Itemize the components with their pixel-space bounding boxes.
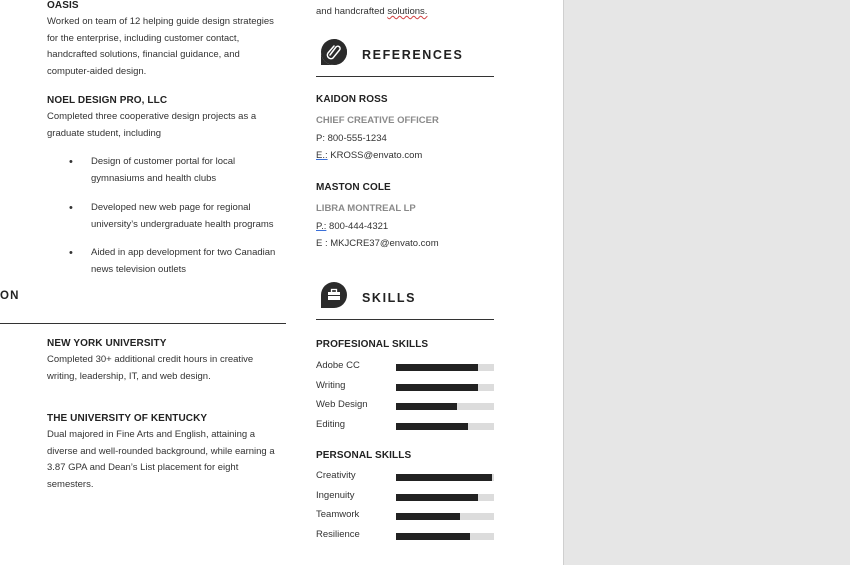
bullet-line: news television outlets — [91, 263, 187, 275]
bullet-dot-icon: • — [69, 156, 73, 168]
personal-skills-title: PERSONAL SKILLS — [316, 450, 412, 461]
skill-label: Ingenuity — [316, 489, 355, 501]
bullet-line: Aided in app development for two Canadian — [91, 247, 276, 258]
noel-line: Completed three cooperative design projects as a — [47, 111, 257, 122]
kentucky-description — [47, 427, 275, 493]
skills-rule — [316, 319, 494, 320]
intro-tail-flagged-word: solutions. — [387, 6, 428, 17]
oasis-line: handcrafted solutions, financial guidance, and — [47, 49, 240, 61]
oasis-line: for the enterprise, including customer contact, — [47, 32, 240, 44]
email-value: KROSS@envato.com — [327, 150, 423, 161]
bullet-item — [69, 154, 236, 187]
reference-role: CHIEF CREATIVE OFFICER — [316, 115, 439, 126]
reference-name: KAIDON ROSS — [316, 94, 388, 105]
nyu-description — [47, 352, 253, 385]
references-section-title: REFERENCES — [362, 48, 464, 62]
email-prefix: E.: — [316, 150, 328, 161]
skill-bar-fill — [396, 364, 478, 371]
kentucky-line: Dual majored in Fine Arts and English, attaining a — [47, 429, 256, 440]
skill-bar-fill — [396, 474, 492, 481]
reference-role: LIBRA MONTREAL LP — [316, 203, 416, 214]
paperclip-icon — [320, 38, 348, 66]
skill-bar — [396, 494, 494, 501]
reference-email: E : MKJCRE37@envato.com — [316, 238, 439, 249]
phone-prefix: P.: — [316, 221, 327, 232]
skill-bar — [396, 533, 494, 540]
kentucky-line: 3.87 GPA and Dean’s List placement for eight — [47, 462, 239, 474]
skill-bar — [396, 513, 494, 520]
oasis-line: Worked on team of 12 helping guide design strategies — [47, 16, 274, 27]
reference-phone — [316, 221, 388, 232]
intro-tail — [316, 4, 427, 21]
job-title-oasis: OASIS — [47, 0, 79, 11]
noel-line: graduate student, including — [47, 127, 162, 139]
skill-label: Creativity — [316, 470, 356, 481]
references-rule — [316, 76, 494, 77]
skill-label: Adobe CC — [316, 360, 360, 371]
skill-label: Writing — [316, 379, 346, 391]
professional-skills-title: PROFESIONAL SKILLS — [316, 339, 429, 350]
reference-name: MASTON COLE — [316, 182, 391, 193]
oasis-line: computer-aided design. — [47, 65, 147, 77]
skill-bar-fill — [396, 403, 457, 410]
briefcase-icon — [320, 281, 348, 309]
skill-bar — [396, 474, 494, 481]
intro-tail-text: and handcrafted — [316, 6, 388, 17]
school-title-nyu: NEW YORK UNIVERSITY — [47, 338, 167, 349]
skill-bar — [396, 364, 494, 371]
bullet-item — [69, 245, 276, 278]
skill-bar-fill — [396, 423, 468, 430]
school-title-kentucky: THE UNIVERSITY OF KENTUCKY — [47, 413, 208, 424]
bullet-line: gymnasiums and health clubs — [91, 172, 217, 184]
nyu-line: Completed 30+ additional credit hours in creative — [47, 354, 254, 365]
education-section-title: ON — [0, 290, 20, 302]
skill-bar-fill — [396, 533, 470, 540]
education-rule — [0, 323, 286, 324]
job-title-noel: NOEL DESIGN PRO, LLC — [47, 95, 168, 106]
reference-email — [316, 150, 422, 161]
noel-description — [47, 109, 256, 142]
kentucky-line: semesters. — [47, 478, 94, 490]
bullet-line: Design of customer portal for local — [91, 156, 236, 167]
skill-label: Editing — [316, 418, 346, 430]
kentucky-line: diverse and well-rounded background, while earning a — [47, 445, 275, 457]
skill-label: Web Design — [316, 399, 368, 410]
bullet-dot-icon: • — [69, 247, 73, 259]
oasis-description — [47, 14, 274, 80]
skill-bar-fill — [396, 384, 478, 391]
phone-value: 800-444-4321 — [326, 221, 389, 232]
skill-bar-fill — [396, 494, 478, 501]
skill-bar — [396, 403, 494, 410]
bullet-line: university’s undergraduate health programs — [91, 218, 274, 230]
skill-label: Teamwork — [316, 509, 360, 520]
reference-phone: P: 800-555-1234 — [316, 133, 387, 144]
bullet-line: Developed new web page for regional — [91, 202, 251, 213]
skill-label: Resilience — [316, 528, 360, 540]
skill-bar — [396, 384, 494, 391]
bullet-dot-icon: • — [69, 202, 73, 214]
skill-bar-fill — [396, 513, 460, 520]
skills-section-title: SKILLS — [362, 291, 417, 305]
nyu-line: writing, leadership, IT, and web design. — [47, 370, 211, 382]
bullet-item — [69, 200, 274, 233]
skill-bar — [396, 423, 494, 430]
